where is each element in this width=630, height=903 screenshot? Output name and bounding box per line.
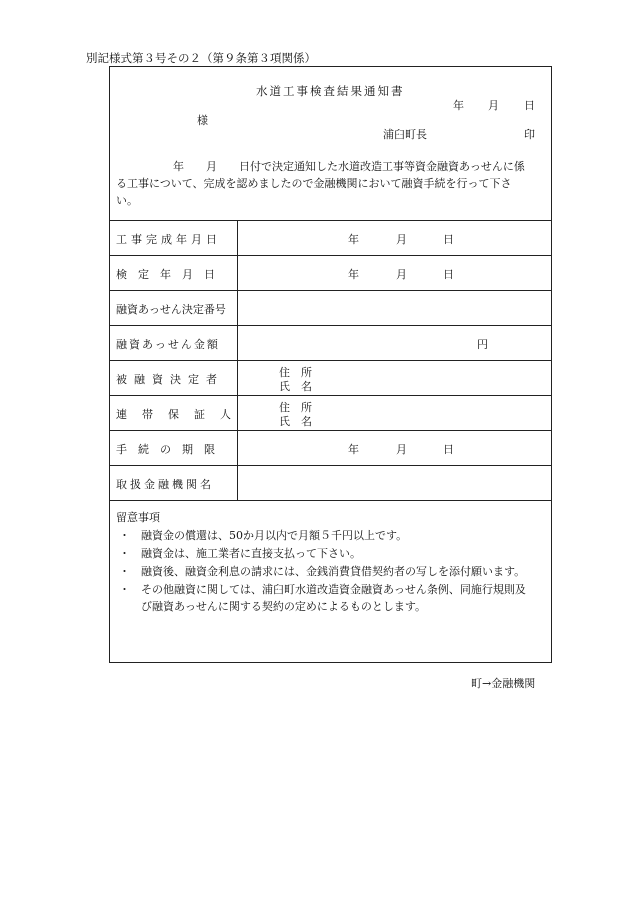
row-month: 月 bbox=[396, 443, 407, 456]
date-year: 年 bbox=[453, 99, 464, 112]
table-rule bbox=[109, 360, 552, 361]
table-rule bbox=[109, 325, 552, 326]
row-label-procedure-deadline: 手 続 の 期 限 bbox=[116, 443, 215, 456]
document-title: 水道工事検査結果通知書 bbox=[256, 84, 405, 98]
seal-mark: 印 bbox=[524, 128, 535, 141]
table-rule bbox=[109, 220, 552, 221]
row-day: 日 bbox=[443, 233, 454, 246]
row-day: 日 bbox=[443, 443, 454, 456]
row-label-guarantor: 連帯保証人 bbox=[116, 408, 246, 421]
issuer-name: 浦臼町長 bbox=[383, 128, 427, 141]
row-label-loan-amount: 融資あっせん金額 bbox=[116, 338, 220, 351]
row-year: 年 bbox=[348, 233, 359, 246]
routing-note: 町→金融機関 bbox=[471, 677, 536, 690]
row-address-label: 住 所 bbox=[279, 366, 312, 379]
body-text-line1: 年 月 日付で決定通知した水道改造工事等資金融資あっせんに係 bbox=[173, 160, 525, 173]
note-item: その他融資に関しては、浦臼町水道改造資金融資あっせん条例、同施行規則及 bbox=[141, 583, 526, 596]
notes-heading: 留意事項 bbox=[116, 511, 160, 524]
note-item-continuation: び融資あっせんに関する契約の定めによるものとします。 bbox=[141, 600, 427, 613]
date-month: 月 bbox=[488, 99, 499, 112]
bullet-icon: ・ bbox=[119, 565, 130, 578]
row-month: 月 bbox=[396, 233, 407, 246]
table-rule bbox=[109, 290, 552, 291]
row-name-label: 氏 名 bbox=[279, 415, 312, 428]
bullet-icon: ・ bbox=[119, 583, 130, 596]
note-item: 融資金の償還は、50か月以内で月額５千円以上です。 bbox=[141, 529, 408, 542]
addressee-suffix: 様 bbox=[197, 114, 208, 127]
form-id: 別記様式第３号その２（第９条第３項関係） bbox=[86, 51, 316, 65]
table-rule bbox=[109, 465, 552, 466]
bullet-icon: ・ bbox=[119, 547, 130, 560]
table-rule bbox=[109, 500, 552, 501]
row-label-decision-number: 融資あっせん決定番号 bbox=[116, 303, 226, 316]
row-label-borrower: 被融資決定者 bbox=[116, 373, 224, 386]
table-rule bbox=[109, 255, 552, 256]
bullet-icon: ・ bbox=[119, 529, 130, 542]
body-text-line2: る工事について、完成を認めましたので金融機関において融資手続を行って下さ bbox=[116, 177, 512, 190]
row-name-label: 氏 名 bbox=[279, 380, 312, 393]
row-year: 年 bbox=[348, 268, 359, 281]
row-label-financial-institution: 取扱金融機関名 bbox=[116, 478, 214, 491]
body-text-line3: い。 bbox=[116, 194, 138, 207]
table-rule bbox=[109, 395, 552, 396]
note-item: 融資後、融資金利息の請求には、金銭消費貸借契約者の写しを添付願います。 bbox=[141, 565, 526, 578]
row-year: 年 bbox=[348, 443, 359, 456]
table-rule bbox=[109, 430, 552, 431]
table-column-divider bbox=[237, 220, 238, 500]
row-month: 月 bbox=[396, 268, 407, 281]
date-day: 日 bbox=[524, 99, 535, 112]
note-item: 融資金は、施工業者に直接支払って下さい。 bbox=[141, 547, 361, 560]
row-yen-unit: 円 bbox=[477, 338, 488, 351]
row-address-label: 住 所 bbox=[279, 401, 312, 414]
row-label-completion-date: 工事完成年月日 bbox=[116, 233, 221, 246]
row-label-inspection-date: 検 定 年 月 日 bbox=[116, 268, 215, 281]
row-day: 日 bbox=[443, 268, 454, 281]
